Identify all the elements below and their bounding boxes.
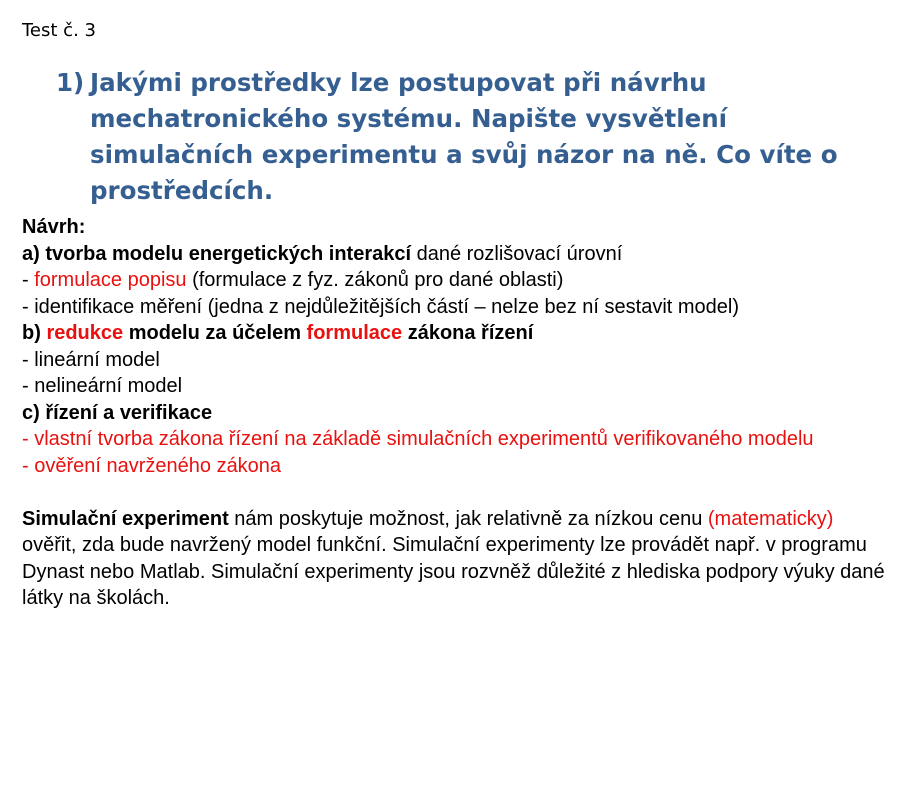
answer-heading: Návrh: <box>22 216 86 238</box>
question-number: 1) <box>56 68 85 97</box>
simulation-text: nám poskytuje možnost, jak relativně za nízkou cenu <box>228 507 708 530</box>
section-a-item-rest: (formulace z fyz. zákonů pro dané oblasti) <box>186 269 564 291</box>
simulation-term: Simulační experiment <box>22 507 229 530</box>
section-a-title <box>22 241 892 268</box>
section-c-title: c) řízení a verifikace <box>22 401 213 424</box>
section-a-title-bold: a) tvorba modelu energetických interakcí <box>22 242 412 265</box>
section-b-item: - lineární model <box>22 348 160 371</box>
section-c-item: - vlastní tvorba zákona řízení na základě simulačních experimentů verifikovaného modelu <box>22 428 814 450</box>
section-b-title-part: modelu za účelem <box>123 322 307 344</box>
section-c-item: - ověření navrženého zákona <box>22 454 282 477</box>
spacer <box>22 479 892 506</box>
simulation-paragraph <box>22 506 892 612</box>
section-b-title <box>22 320 892 347</box>
section-c-item-text: vlastní tvorba zákona řízení na základě simulačních experimentů verifikovaného modelu <box>34 428 814 450</box>
section-a-item: - identifikace měření (jedna z nejdůležitějších částí – nelze bez ní sestavit model) <box>22 295 740 318</box>
section-b-title-part: zákona řízení <box>402 322 534 344</box>
question-heading <box>56 65 892 209</box>
section-b-title-red: redukce <box>46 322 124 344</box>
answer-body <box>22 214 892 612</box>
simulation-red-note: (matematicky) <box>707 507 834 530</box>
test-label: Test č. 3 <box>22 20 96 41</box>
section-b-title-red: formulace <box>306 322 403 344</box>
section-c-item-text: ověření navrženého zákona <box>34 454 282 477</box>
section-b-item-text: lineární model <box>34 348 160 371</box>
section-a-item-text: identifikace měření (jedna z nejdůležitějších částí – nelze bez ní sestavit model) <box>34 295 740 318</box>
simulation-text: ověřit, zda bude navržený model funkční. Simulační experimenty lze provádět např. v programu Dynast nebo Matlab. Simulační experimenty jsou rozvněž důležité z hlediska podpory výuky dané látky na školách. <box>22 534 885 609</box>
section-a-title-rest: dané rozlišovací úrovní <box>411 242 623 265</box>
section-b-item: - nelineární model <box>22 375 183 397</box>
section-a-item: - formulace popisu (formulace z fyz. zákonů pro dané oblasti) <box>22 269 564 291</box>
section-a-item-red: formulace popisu <box>34 269 187 291</box>
section-b-item-text: nelineární model <box>34 375 183 397</box>
question-text: Jakými prostředky lze postupovat při návrhu mechatronického systému. Napište vysvětlení simulačních experimentu a svůj názor na ně. Co víte o prostředcích. <box>90 68 838 205</box>
section-b-title-part: b) <box>22 322 47 344</box>
